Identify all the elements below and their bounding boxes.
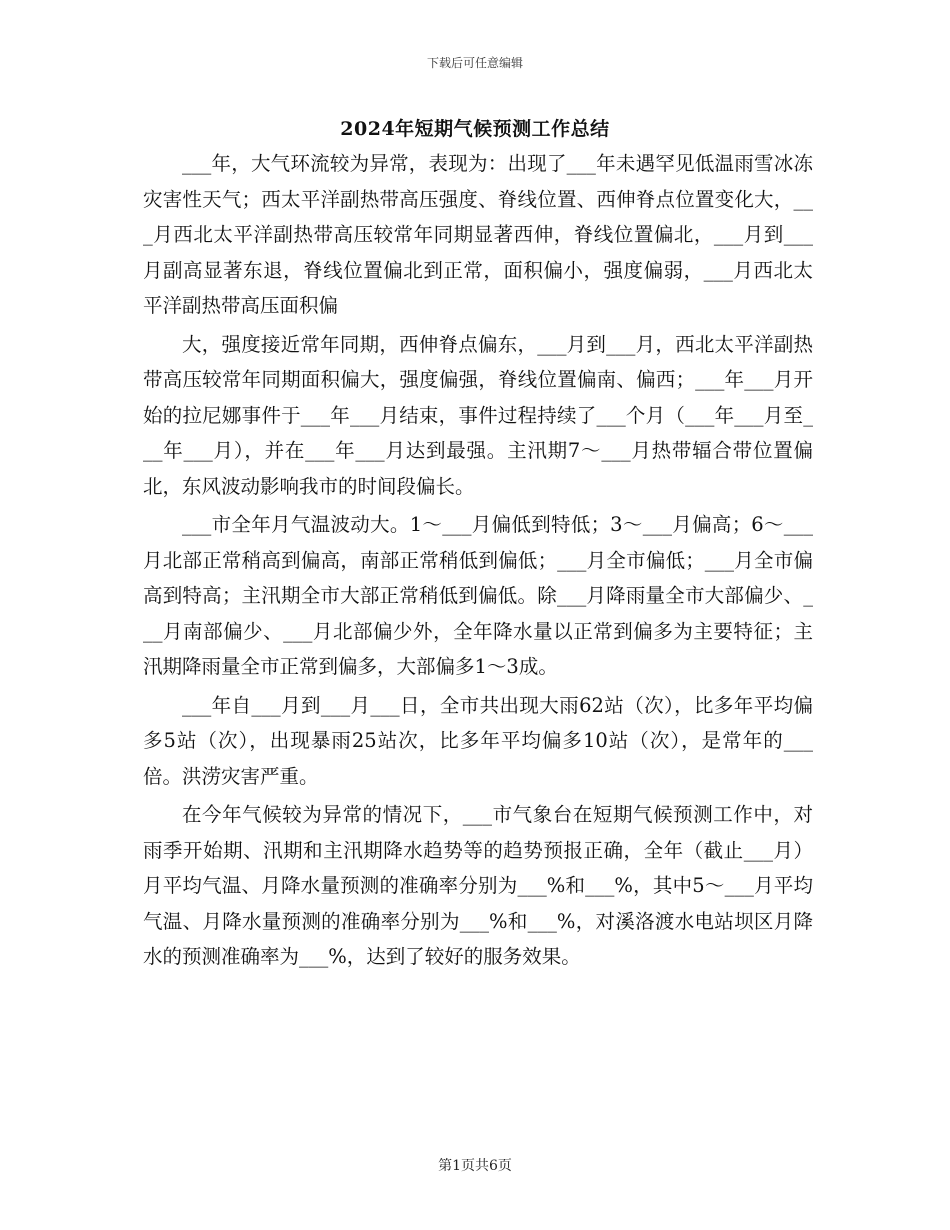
paragraph-4: ___年自___月到___月___日，全市共出现大雨62站（次），比多年平均偏多5站（次），出现暴雨25站次，比多年平均偏多10站（次），是常年的___倍。洪涝灾害严重。 <box>143 693 813 788</box>
paragraph-2: 大，强度接近常年同期，西伸脊点偏东，___月到___月，西北太平洋副热带高压较常年同期面积偏大，强度偏强，脊线位置偏南、偏西；___年___月开始的拉尼娜事件于___年___月结束，事件过程持续了___个月（___年___月至___年___月），并在___年___月达到最强。主汛期7～___月热带辐合带位置偏北，东风波动影响我市的时间段偏长。 <box>143 332 813 498</box>
document-title: 2024年短期气候预测工作总结 <box>340 118 610 140</box>
paragraph-5: 在今年气候较为异常的情况下，___市气象台在短期气候预测工作中，对雨季开始期、汛期和主汛期降水趋势等的趋势预报正确，全年（截止___月）月平均气温、月降水量预测的准确率分别为___%和___%，其中5～___月平均气温、月降水量预测的准确率分别为___%和___%，对溪洛渡水电站坝区月降水的预测准确率为___%，达到了较好的服务效果。 <box>143 803 813 968</box>
document-body <box>143 146 813 978</box>
header-note: 下载后可任意编辑 <box>426 56 523 70</box>
paragraph-1: ___年，大气环流较为异常，表现为：出现了___年未遇罕见低温雨雪冰冻灾害性天气；西太平洋副热带高压强度、脊线位置、西伸脊点位置变化大，___月西北太平洋副热带高压较常年同期显著西伸，脊线位置偏北，___月到___月副高显著东退，脊线位置偏北到正常，面积偏小，强度偏弱，___月西北太平洋副热带高压面积偏 <box>143 152 813 317</box>
paragraph-3: ___市全年月气温波动大。1～___月偏低到特低；3～___月偏高；6～___月北部正常稍高到偏高，南部正常稍低到偏低；___月全市偏低；___月全市偏高到特高；主汛期全市大部正常稍低到偏低。除___月降雨量全市大部偏少、___月南部偏少、___月北部偏少外，全年降水量以正常到偏多为主要特征；主汛期降雨量全市正常到偏多，大部偏多1～3成。 <box>143 513 813 678</box>
page-number: 第1页共6页 <box>438 1158 512 1174</box>
